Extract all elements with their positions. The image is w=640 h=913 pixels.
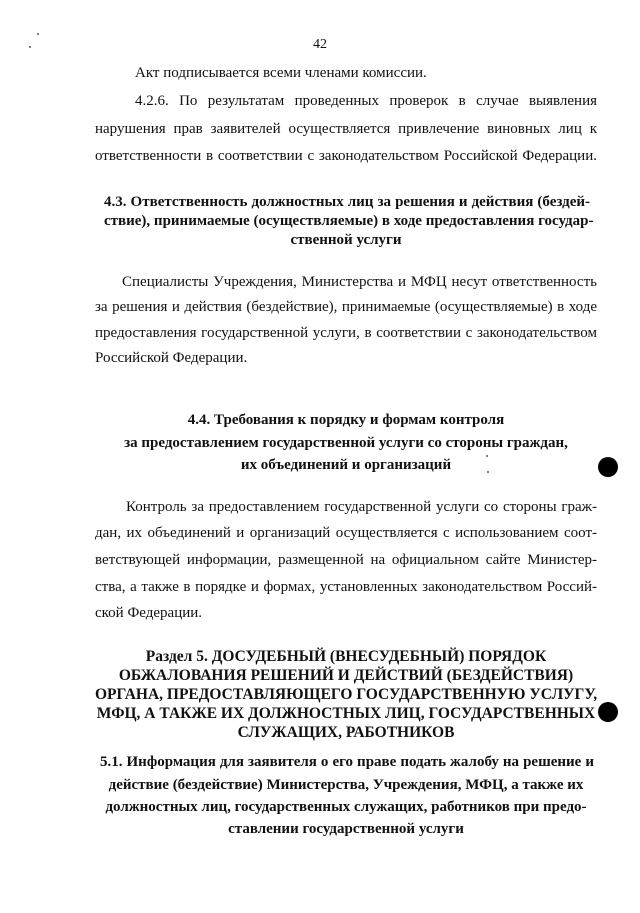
scan-speck	[487, 471, 489, 473]
section-5-heading: СЛУЖАЩИХ, РАБОТНИКОВ	[237, 724, 455, 741]
section-5-heading: ОРГАНА, ПРЕДОСТАВЛЯЮЩЕГО ГОСУДАРСТВЕННУЮ УСЛУГУ,	[95, 686, 598, 703]
text-line: Специалисты Учреждения, Министерства и МФЦ несут ответственность	[122, 274, 597, 290]
text-line: предоставления государственной услуги, в соответствии с законодательством	[95, 325, 597, 341]
text-line: Контроль за предоставлением государственной услуги со стороны граж-	[126, 499, 597, 515]
punch-hole	[598, 457, 618, 477]
section-heading-4-4: за предоставлением государственной услуги со стороны граждан,	[124, 435, 568, 451]
section-heading-4-3: ственной услуги	[290, 232, 402, 248]
section-heading-4-4: их объединений и организаций	[240, 457, 452, 473]
text-line: ства, а также в порядке и формах, установленных законодательством Россий-	[95, 579, 597, 595]
scan-speck	[486, 455, 488, 457]
text-line: дан, их объединений и организаций осуществляется с использованием соот-	[95, 525, 597, 541]
punch-hole	[598, 702, 618, 722]
section-5-heading: Раздел 5. ДОСУДЕБНЫЙ (ВНЕСУДЕБНЫЙ) ПОРЯДОК	[145, 648, 547, 665]
scan-speck	[37, 33, 39, 35]
section-heading-4-3: 4.3. Ответственность должностных лиц за решения и действия (бездей-	[104, 194, 590, 210]
text-line: ветствующей информации, размещенной на официальном сайте Министер-	[95, 552, 597, 568]
section-heading-5-1: 5.1. Информация для заявителя о его праве подать жалобу на решение и	[100, 754, 594, 770]
text-line: нарушения прав заявителей осуществляется привлечение виновных лиц к	[95, 121, 597, 137]
section-heading-4-4: 4.4. Требования к порядку и формам контроля	[187, 412, 505, 428]
text-line: ответственности в соответствии с законодательством Российской Федерации.	[95, 148, 597, 164]
section-heading-5-1: ставлении государственной услуги	[228, 821, 464, 837]
text-line: Российской Федерации.	[95, 350, 248, 366]
page-number: 42	[313, 37, 327, 52]
section-heading-5-1: должностных лиц, государственных служащих, работников при предо-	[105, 799, 587, 815]
text-line: за решения и действия (бездействие), принимаемые (осуществляемые) в ходе	[95, 299, 597, 315]
text-line: 4.2.6. По результатам проведенных проверок в случае выявления	[135, 93, 597, 109]
section-5-heading: ОБЖАЛОВАНИЯ РЕШЕНИЙ И ДЕЙСТВИЙ (БЕЗДЕЙСТВИЯ)	[118, 667, 574, 684]
section-heading-5-1: действие (бездействие) Министерства, Учреждения, МФЦ, а также их	[108, 777, 584, 793]
section-heading-4-3: ствие), принимаемые (осуществляемые) в ходе предоставления государ-	[104, 213, 594, 229]
text-line: ской Федерации.	[95, 605, 203, 621]
scan-speck	[29, 46, 31, 48]
section-5-heading: МФЦ, А ТАКЖЕ ИХ ДОЛЖНОСТНЫХ ЛИЦ, ГОСУДАРСТВЕННЫХ	[96, 705, 596, 722]
text-line: Акт подписывается всеми членами комиссии.	[135, 65, 427, 81]
